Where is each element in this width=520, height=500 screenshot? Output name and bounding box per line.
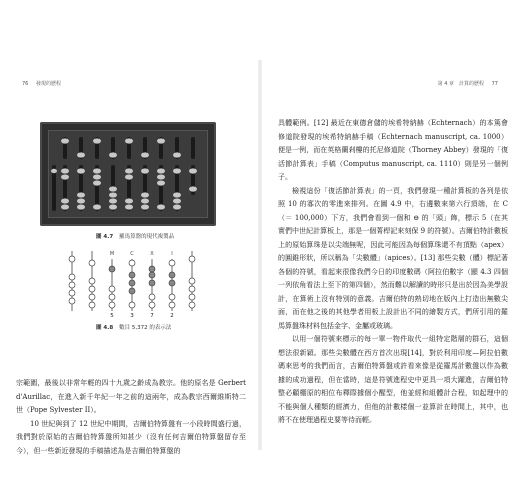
running-title-left: 發現的歷程 xyxy=(35,81,61,87)
left-body-text xyxy=(16,377,246,458)
right-paragraph-1: 具體範例。[12] 最近在東德倉儲的埃希特納赫（Echternach）的本篤會修道院發現的埃希特納赫手稿（Echternach manuscript, ca. 1000）便是一例，而在英格蘭剎樓的托尼修道院（Thorney Abbey）發現的「復活節計算表」手稿（Computus manuscript, ca. 1110）則是另一個例子。 xyxy=(278,119,508,181)
figure-4-7-text: 羅馬算盤的現代複製品 xyxy=(119,234,175,240)
column-label-m: M xyxy=(109,251,115,257)
digit-label-3: 3 xyxy=(130,313,134,317)
figure-4-7-caption xyxy=(96,232,174,240)
column-label-x: X xyxy=(150,251,154,257)
column-label-c: C xyxy=(130,251,134,257)
digit-label-5: 5 xyxy=(110,313,114,317)
left-paragraph-2: 10 世紀與到了 12 世紀中期間，吉爾伯特算盤有一小段時間盛行過，我們對於原始的吉爾伯特算盤所知甚少（沒有任何吉爾伯特算盤留存至今），但一些新近發現的手稿描述為是吉爾伯特算盤的 xyxy=(16,419,246,455)
right-body-text xyxy=(278,117,508,428)
figure-4-7-number: 圖 4.7 xyxy=(96,234,114,240)
running-head-left xyxy=(16,80,61,87)
left-paragraph-1: 宗範圍，最後以非常年輕的四十九歲之齡成為教宗。他的原名是 Gerbert d'Aurillac，在進入新千年紀一年之前的這兩年，成為教宗西爾維斯特二世（Pope Sylvester II）。 xyxy=(16,379,246,414)
right-paragraph-3: 以用一個符號來標示的每一單一物件取代一組特定階層的群石，這個想法很新穎。那些尖數體在西方首次出現[14]，對於利用印度—阿拉伯數碼來思考的我們而言，吉爾伯特算盤或許看來像是從羅馬計數盤以作為數據的成功過程，但在當時，這是符號進程史中更具一項大躍進，吉爾伯特整必顧棚原的相位布釋際據個小醒型，他並經和組體計合程，如起理中的不能與個人種類的經濟力，但他的計數樣個一並算計在時間上，其中，也將不在使理過程史要等待而輕。 xyxy=(278,335,508,424)
abacus-frame xyxy=(48,130,208,218)
figure-4-8-text: 數目 5,372 的表示法 xyxy=(119,325,172,331)
figure-4-8-caption xyxy=(96,323,171,331)
page-number-left: 76 xyxy=(22,81,29,87)
figure-4-8-diagram xyxy=(60,247,200,317)
abacus-photo-drawing xyxy=(49,131,207,217)
page-number-right: 77 xyxy=(491,81,498,87)
figure-4-8-number: 圖 4.8 xyxy=(96,325,114,331)
digit-label-7: 7 xyxy=(150,313,154,317)
running-head-right xyxy=(438,80,504,87)
column-label-i: I xyxy=(171,251,173,257)
running-title-right: 第 4 章 計算的歷程 xyxy=(437,81,485,87)
right-paragraph-2: 檢視這份「復活節計算表」的一頁，我們發現一種計算板的各列是依照 10 的寡次的零進來排列。在圖 4.9 中，右邊數來第六行頂端，在 C（＝ 100,000）下方，我們會看到一個和 ⊖ 的「頭」飾，標示 5（在其實們中世紀計算板上，那是一個菁桿記來刻保 9 的符號）。吉爾伯特計數板上的原始算珠是以尖端無呢，因此可能因為每個算珠還不有頂點（apex）的圓錐形狀，所以稱為「尖數體」（apices）。[13] 那些尖數（體）標記著各個的符號，看起來很像我們今日的印度數碼（阿拉伯數字（顯 4.3 四個一列依角看法上至下的第四個），然而難以解讀的時形只是出於因為美學設計，在算術上沒有特別的意義。吉爾伯特的熟切地在版內上打造出無數尖面，而在他之後的其他學者用板上設計出不同的繪製方式，們所引用的羅馬算盤珠材料包括金字、金屬或玻璃。 xyxy=(278,186,508,330)
digit-label-2: 2 xyxy=(170,313,174,317)
roman-abacus-photo xyxy=(40,122,216,226)
